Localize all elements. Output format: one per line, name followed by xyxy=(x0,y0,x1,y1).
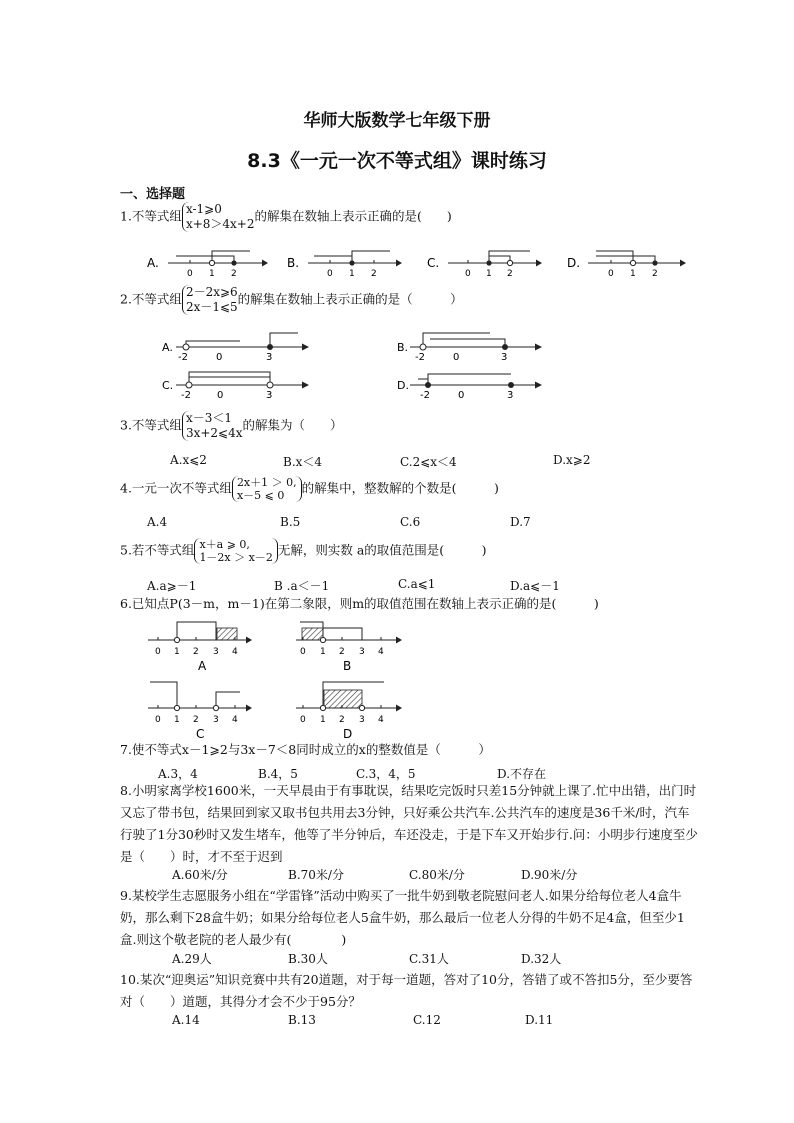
svg-text:3: 3 xyxy=(359,647,365,657)
svg-text:D: D xyxy=(343,727,353,740)
svg-text:0: 0 xyxy=(155,647,161,657)
question-1 xyxy=(120,202,452,232)
inequality-system-2: 2－2x⩾6 2x－1⩽5 xyxy=(182,285,238,315)
svg-text:2: 2 xyxy=(339,715,345,725)
q3-option-a: A.x⩽2 xyxy=(170,453,207,467)
svg-text:D.: D. xyxy=(397,379,409,392)
svg-text:1: 1 xyxy=(320,715,326,725)
svg-text:2: 2 xyxy=(231,269,237,279)
q10-option-d: D.11 xyxy=(525,1013,554,1027)
q1-number-lines xyxy=(0,240,794,280)
svg-text:C: C xyxy=(196,727,205,740)
svg-text:-2: -2 xyxy=(420,390,430,401)
q9-option-c: C.31人 xyxy=(409,952,449,966)
svg-text:0: 0 xyxy=(300,647,306,657)
svg-text:2: 2 xyxy=(371,269,377,279)
q4-option-d: D.7 xyxy=(510,515,531,529)
q2-number-lines xyxy=(0,325,794,405)
svg-text:2: 2 xyxy=(193,715,199,725)
question-10: 10.某次“迎奥运”知识竞赛中共有20道题，对于每一道题，答对了10分，答错了或不答扣5分，至少要答对（ ）道题，其得分才会不少于95分？ xyxy=(120,972,693,1009)
svg-text:4: 4 xyxy=(232,647,238,657)
q4-option-c: C.6 xyxy=(400,515,421,529)
question-7: 7.使不等式x－1⩾2与3x－7＜8同时成立的x的整数值是（ ） xyxy=(120,742,491,757)
svg-text:1: 1 xyxy=(174,715,180,725)
svg-text:1: 1 xyxy=(174,647,180,657)
svg-text:0: 0 xyxy=(465,269,471,279)
page-subtitle: 8.3《一元一次不等式组》课时练习 xyxy=(247,150,547,172)
svg-text:C.: C. xyxy=(162,379,174,392)
q1-option-b xyxy=(287,251,402,279)
question-1-suffix: 的解集在数轴上表示正确的是( ) xyxy=(254,208,452,224)
q7-option-c: C.3，4，5 xyxy=(356,767,416,781)
svg-text:1: 1 xyxy=(209,269,215,279)
q4-option-b: B.5 xyxy=(280,515,301,529)
q1-option-a-label: A. xyxy=(147,256,159,270)
q2-option-c xyxy=(162,372,309,401)
q2-option-a xyxy=(162,333,309,363)
q6-option-b xyxy=(296,622,402,673)
q1-option-d-label: D. xyxy=(567,256,581,270)
inequality-system-4: 2x＋1 ＞ 0, x－5 ⩽ 0 xyxy=(232,476,302,502)
svg-text:3: 3 xyxy=(507,390,514,401)
svg-text:0: 0 xyxy=(216,352,223,363)
svg-text:1: 1 xyxy=(320,647,326,657)
q5-option-b: B .a＜－1 xyxy=(274,579,330,593)
q8-option-b: B.70米/分 xyxy=(288,868,344,882)
svg-text:3: 3 xyxy=(266,390,273,401)
q6-option-a xyxy=(148,622,252,673)
q8-option-c: C.80米/分 xyxy=(409,868,465,882)
q1-option-d xyxy=(567,251,686,279)
q9-option-d: D.32人 xyxy=(521,952,562,966)
q5-option-a: A.a⩾－1 xyxy=(147,579,197,593)
svg-text:3: 3 xyxy=(213,647,219,657)
q7-option-d: D.不存在 xyxy=(497,767,547,781)
q10-option-a: A.14 xyxy=(172,1013,200,1027)
q3-option-c: C.2⩽x＜4 xyxy=(400,455,457,469)
inequality-system-1: x-1⩾0 x+8＞4x+2 xyxy=(182,202,255,232)
q10-option-c: C.12 xyxy=(413,1013,441,1027)
q6-option-c xyxy=(148,682,252,740)
q7-option-a: A.3，4 xyxy=(158,767,198,781)
q9-option-b: B.30人 xyxy=(288,952,328,966)
q2-option-d xyxy=(397,374,542,401)
question-3: 3.不等式组 x－3＜1 3x+2⩽4x 的解集为（ ） xyxy=(120,411,343,440)
q6-number-lines xyxy=(0,612,794,740)
question-1-prefix: 1.不等式组 xyxy=(120,208,182,224)
svg-text:0: 0 xyxy=(327,269,333,279)
svg-text:0: 0 xyxy=(217,390,224,401)
q8-option-a: A.60米/分 xyxy=(172,868,228,882)
svg-text:A: A xyxy=(198,659,207,673)
svg-text:3: 3 xyxy=(359,715,365,725)
q7-option-b: B.4，5 xyxy=(258,767,298,781)
q6-option-d xyxy=(296,682,402,740)
svg-text:2: 2 xyxy=(507,269,513,279)
svg-text:0: 0 xyxy=(187,269,193,279)
q3-option-b: B.x＜4 xyxy=(283,455,323,469)
page-title: 华师大版数学七年级下册 xyxy=(303,111,491,131)
question-4: 4.一元一次不等式组 2x＋1 ＞ 0, x－5 ⩽ 0 的解集中，整数解的个数是( ) xyxy=(120,476,499,502)
svg-text:2: 2 xyxy=(339,647,345,657)
q1-option-c xyxy=(427,251,542,279)
svg-text:-2: -2 xyxy=(415,352,425,363)
q9-option-a: A.29人 xyxy=(172,952,212,966)
question-9: 9.某校学生志愿服务小组在“学雷锋”活动中购买了一批牛奶到敬老院慰问老人.如果分给每位老人4盒牛奶，那么剩下28盒牛奶；如果分给每位老人5盒牛奶，那么最后一位老人分得的牛奶不足4盒，但至少1盒.则这个敬老院的老人最少有( ) xyxy=(120,888,685,947)
svg-text:-2: -2 xyxy=(181,390,191,401)
inequality-system-5: x＋a ⩾ 0, 1－2x ＞ x－2 xyxy=(194,538,277,564)
svg-text:3: 3 xyxy=(501,352,508,363)
svg-text:3: 3 xyxy=(266,352,273,363)
svg-text:2: 2 xyxy=(193,647,199,657)
svg-text:0: 0 xyxy=(453,352,460,363)
question-5: 5.若不等式组 x＋a ⩾ 0, 1－2x ＞ x－2 无解，则实数 a的取值范围是( ) xyxy=(120,538,487,564)
svg-text:4: 4 xyxy=(378,647,384,657)
svg-text:2: 2 xyxy=(652,269,658,279)
q2-option-b xyxy=(397,333,542,363)
question-8: 8.小明家离学校1600米，一天早晨由于有事耽误，结果吃完饭时只差15分钟就上课了.忙中出错，出门时又忘了带书包，结果回到家又取书包共用去3分钟，只好乘公共汽车.公共汽车的速度是36千米/时，汽车行驶了1分30秒时又发生堵车，他等了半分钟后，车还没走，于是下车又开始步行.问：小明步行速度至少是（ ）时，才不至于迟到 xyxy=(120,783,698,864)
q3-option-d: D.x⩾2 xyxy=(553,453,591,467)
q5-option-c: C.a⩽1 xyxy=(398,577,436,591)
svg-text:0: 0 xyxy=(608,269,614,279)
q1-option-b-label: B. xyxy=(287,256,300,270)
svg-text:B: B xyxy=(343,659,352,673)
section-heading: 一、选择题 xyxy=(120,187,186,202)
svg-text:4: 4 xyxy=(378,715,384,725)
svg-text:0: 0 xyxy=(300,715,306,725)
svg-text:B.: B. xyxy=(397,341,409,354)
q5-option-d: D.a⩽－1 xyxy=(510,579,560,593)
svg-text:A.: A. xyxy=(162,341,173,354)
svg-text:4: 4 xyxy=(232,715,238,725)
svg-text:1: 1 xyxy=(349,269,355,279)
svg-text:0: 0 xyxy=(155,715,161,725)
inequality-system-3: x－3＜1 3x+2⩽4x xyxy=(182,411,243,441)
q1-option-a xyxy=(147,251,268,279)
question-2: 2.不等式组 2－2x⩾6 2x－1⩽5 的解集在数轴上表示正确的是（ ） xyxy=(120,285,463,314)
question-6: 6.已知点P(3－m，m－1)在第二象限，则m的取值范围在数轴上表示正确的是( ) xyxy=(120,596,599,611)
q8-option-d: D.90米/分 xyxy=(521,868,578,882)
q4-option-a: A.4 xyxy=(147,515,168,529)
svg-text:1: 1 xyxy=(486,269,492,279)
q1-option-c-label: C. xyxy=(427,256,440,270)
svg-text:1: 1 xyxy=(630,269,636,279)
svg-text:0: 0 xyxy=(458,390,465,401)
q10-option-b: B.13 xyxy=(288,1013,316,1027)
svg-text:-2: -2 xyxy=(178,352,188,363)
svg-text:3: 3 xyxy=(213,715,219,725)
